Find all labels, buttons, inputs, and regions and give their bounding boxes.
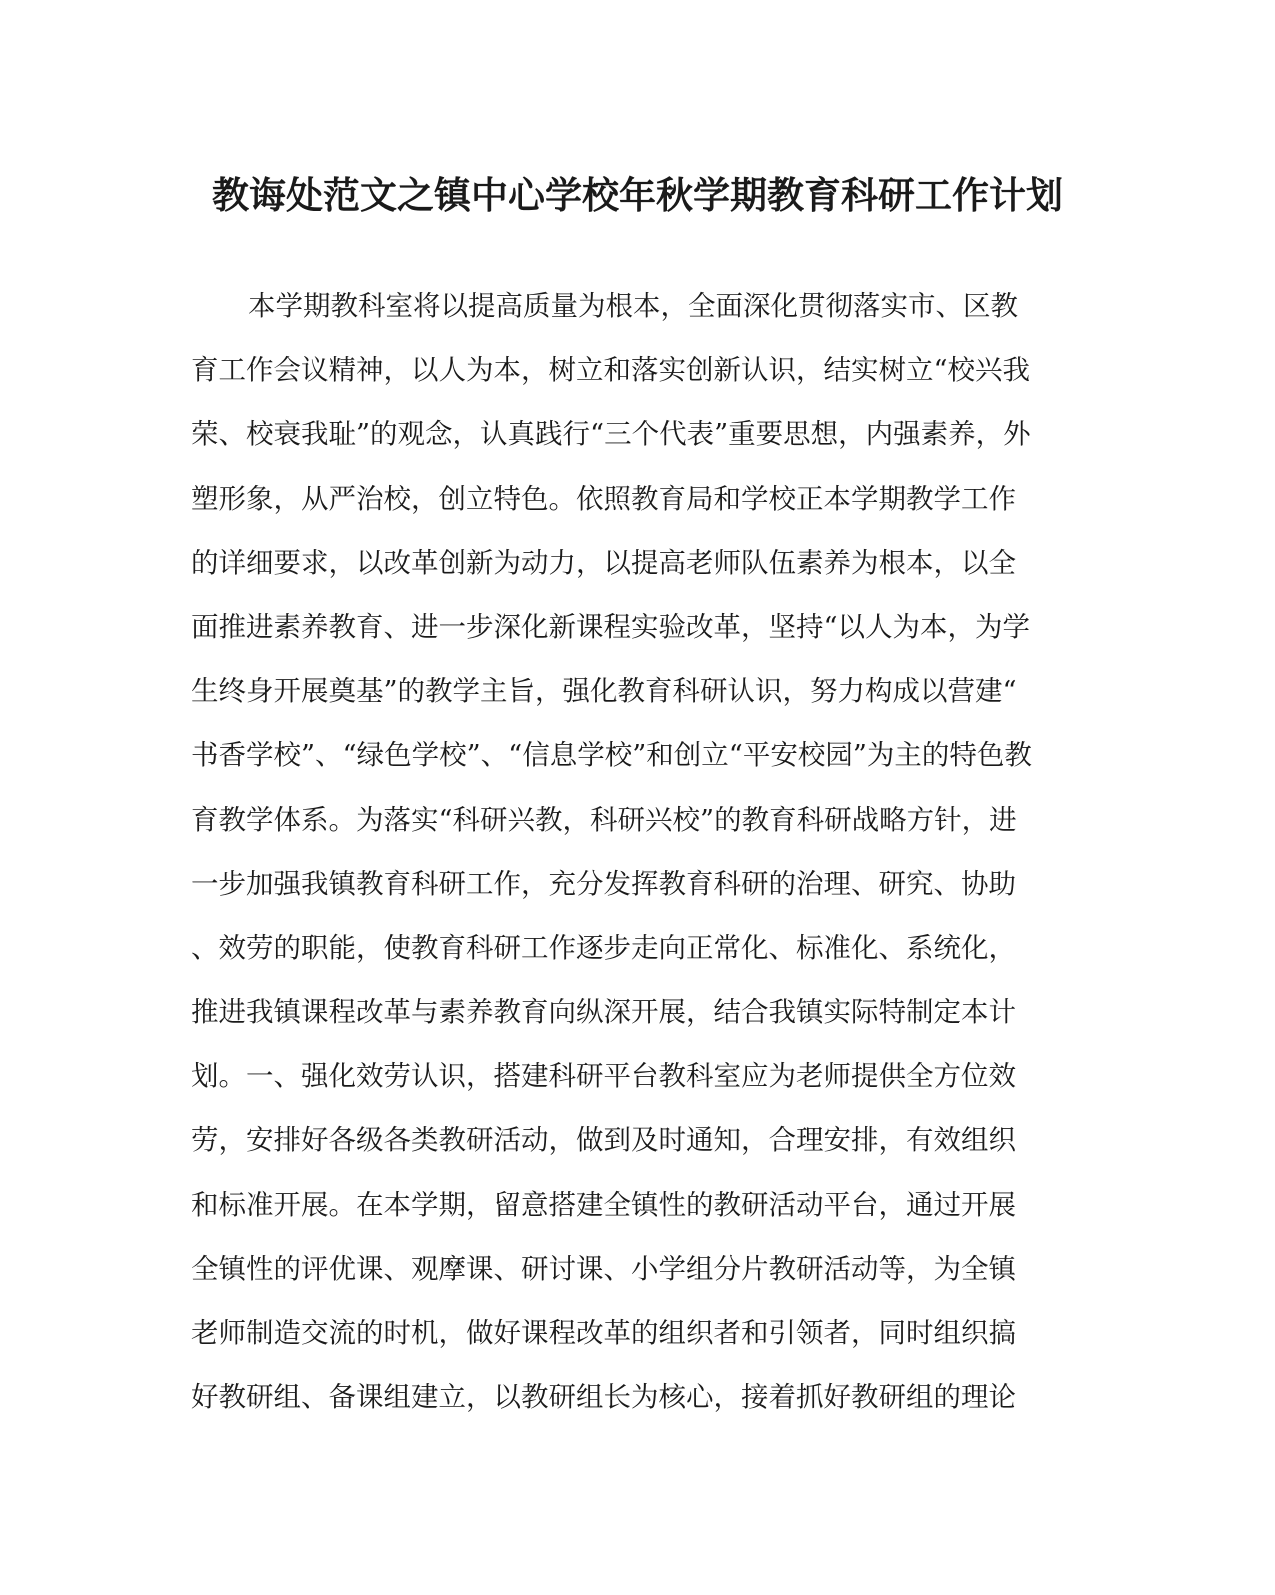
body-line: 推进我镇课程改革与素养教育向纵深开展，结合我镇实际特制定本计 [191, 996, 1016, 1029]
body-line: 塑形象，从严治校，创立特色。依照教育局和学校正本学期教学工作 [191, 482, 1016, 515]
body-line: 书香学校”、“绿色学校”、“信息学校”和创立“平安校园”为主的特色教 [191, 739, 1032, 772]
document-body [191, 283, 1071, 1438]
body-line: 本学期教科室将以提高质量为根本，全面深化贯彻落实市、区教 [248, 290, 1018, 322]
body-line: 劳，安排好各级各类教研活动，做到及时通知，合理安排，有效组织 [191, 1124, 1016, 1157]
body-line: 和标准开展。在本学期，留意搭建全镇性的教研活动平台，通过开展 [191, 1188, 1016, 1221]
document-title: 教诲处范文之镇中心学校年秋学期教育科研工作计划 [212, 173, 1063, 217]
body-line: 面推进素养教育、进一步深化新课程实验改革，坚持“以人为本，为学 [191, 610, 1031, 643]
body-line: 老师制造交流的时机，做好课程改革的组织者和引领者，同时组织搞 [191, 1317, 1016, 1349]
body-line: 育工作会议精神，以人为本，树立和落实创新认识，结实树立“校兴我 [191, 354, 1031, 387]
body-line: 生终身开展奠基”的教学主旨，强化教育科研认识，努力构成以营建“ [191, 675, 1017, 708]
body-line: 全镇性的评优课、观摩课、研讨课、小学组分片教研活动等，为全镇 [191, 1252, 1016, 1285]
body-line: 划。一、强化效劳认识，搭建科研平台教科室应为老师提供全方位效 [191, 1060, 1016, 1093]
body-line: 的详细要求，以改革创新为动力，以提高老师队伍素养为根本，以全 [191, 546, 1016, 579]
body-line: 、效劳的职能，使教育科研工作逐步走向正常化、标准化、系统化， [191, 931, 1016, 964]
body-line: 荣、校衰我耻”的观念，认真践行“三个代表”重要思想，内强素养，外 [191, 418, 1031, 451]
body-line: 一步加强我镇教育科研工作，充分发挥教育科研的治理、研究、协助 [191, 867, 1016, 900]
body-line: 育教学体系。为落实“科研兴教，科研兴校”的教育科研战略方针，进 [191, 803, 1017, 836]
body-line: 好教研组、备课组建立，以教研组长为核心，接着抓好教研组的理论 [191, 1381, 1016, 1414]
